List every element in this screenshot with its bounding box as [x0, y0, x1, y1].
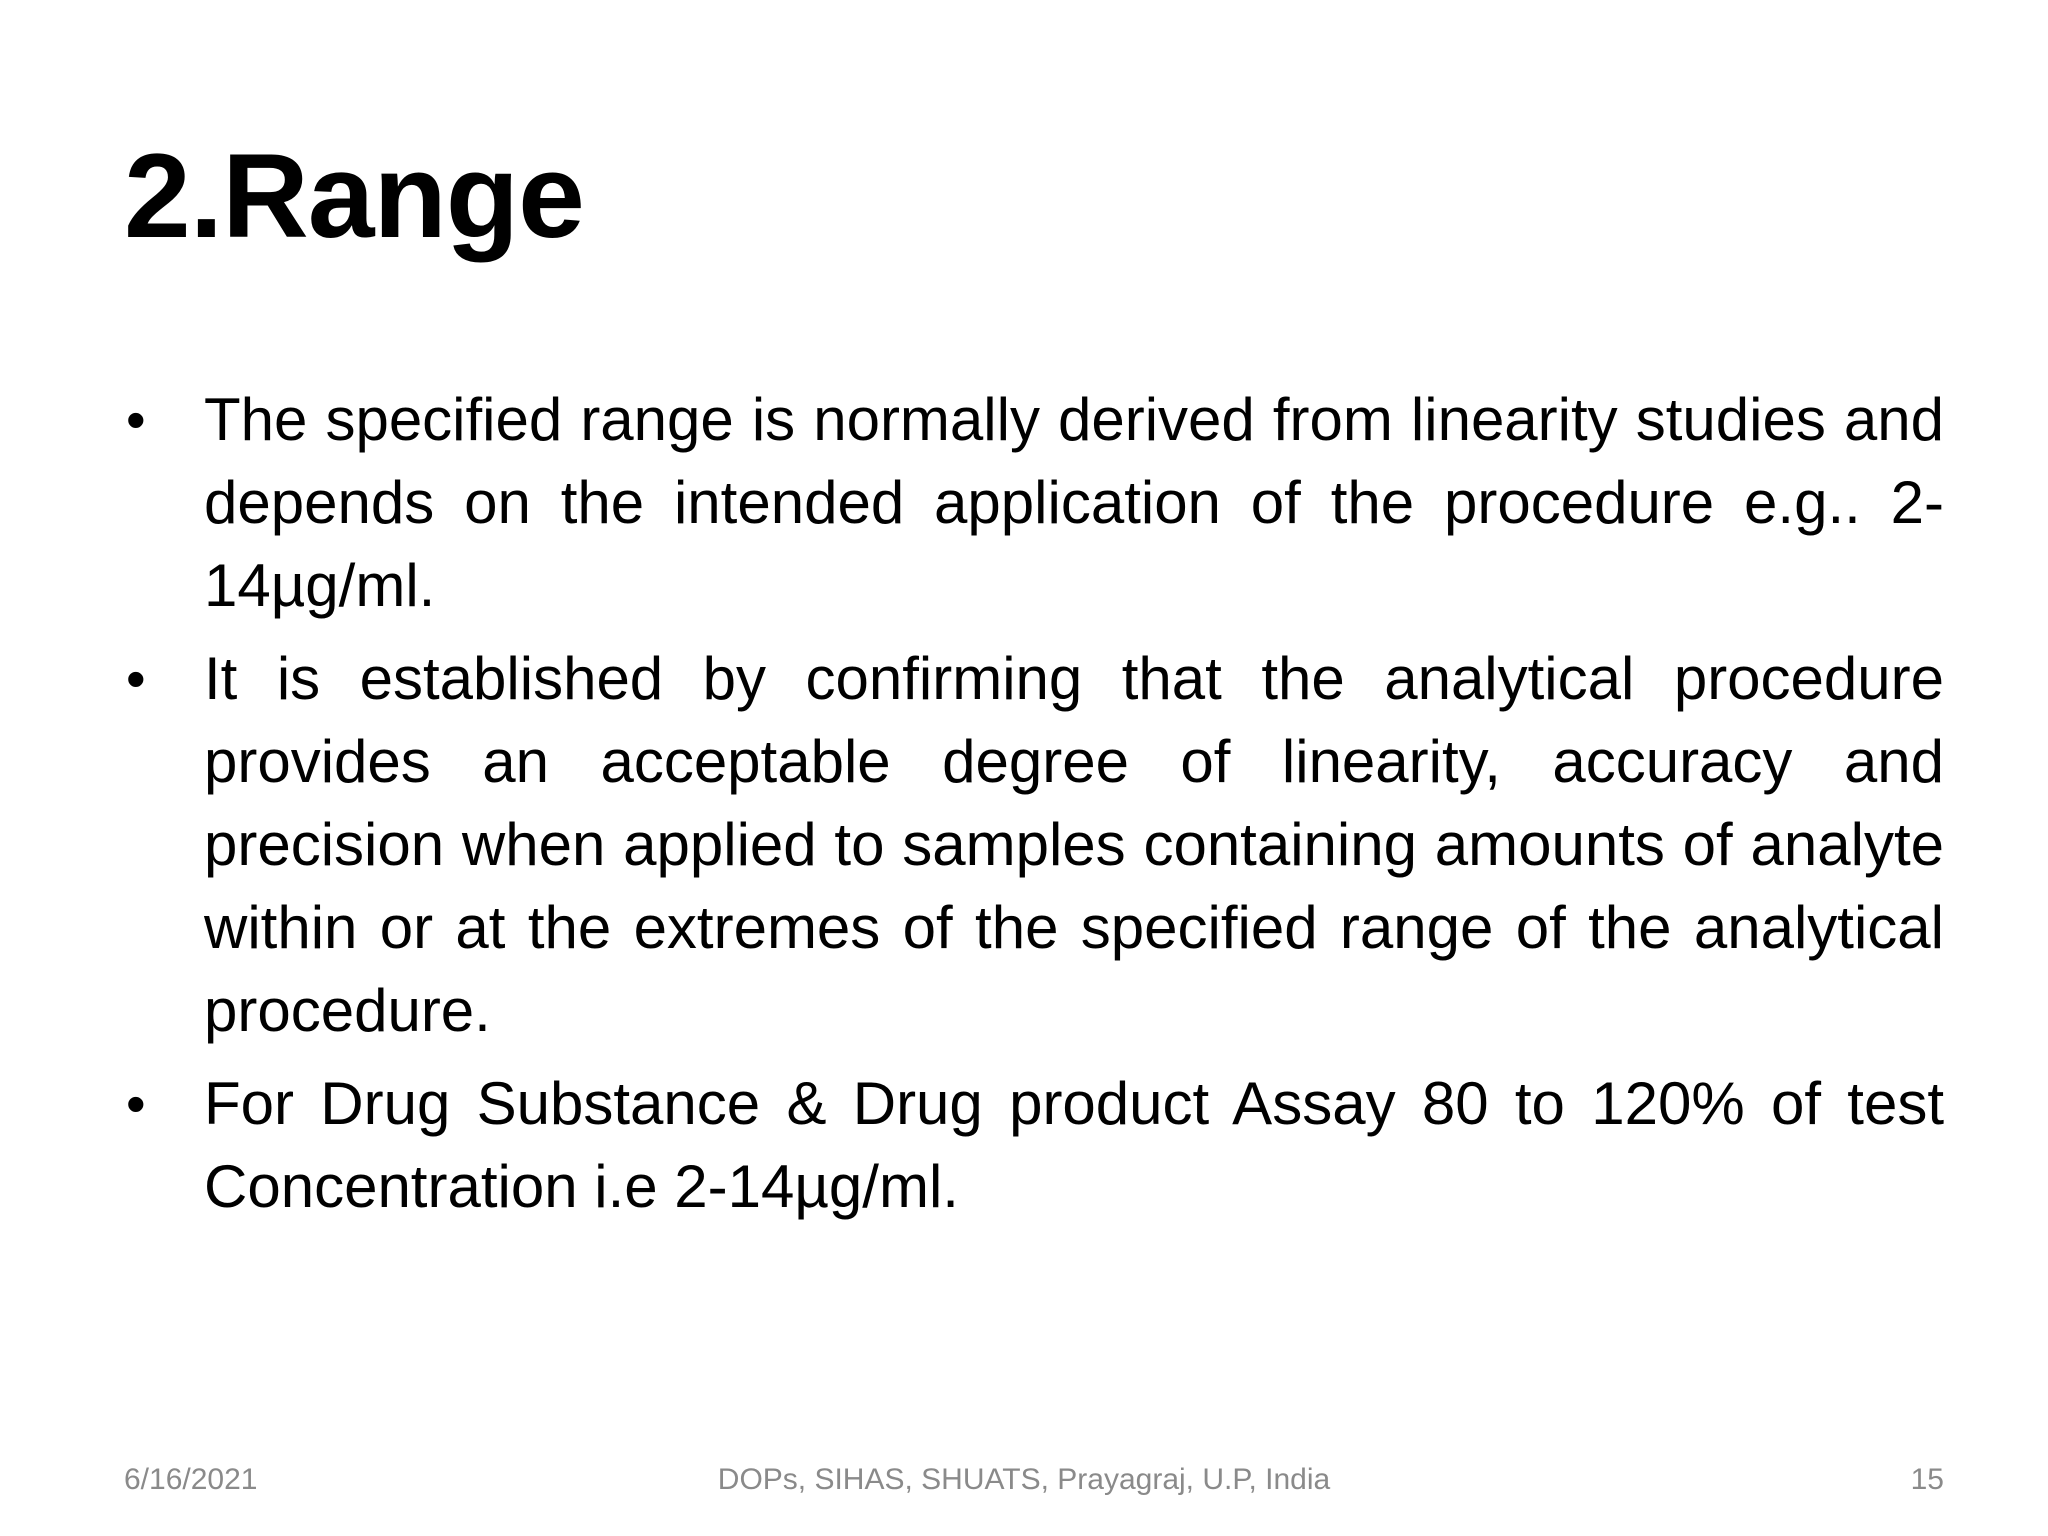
bullet-marker: •	[126, 647, 146, 710]
bullet-marker: •	[126, 1072, 146, 1135]
footer-institution: DOPs, SIHAS, SHUATS, Prayagraj, U.P, India	[717, 1463, 1331, 1496]
bullet-list	[124, 378, 1944, 1238]
footer-page-number: 15	[1910, 1463, 1944, 1496]
bullet-item	[124, 1062, 1944, 1228]
slide-title: 2.Range	[124, 129, 584, 263]
bullet-item	[124, 378, 1944, 627]
bullet-text: The specified range is normally derived from linearity studies and depends on the intended application of the procedure e.g.. 2-14µg/ml.	[204, 386, 1944, 619]
bullet-text: For Drug Substance & Drug product Assay 80 to 120% of test Concentration i.e 2-14µg/ml.	[204, 1070, 1944, 1220]
bullet-item	[124, 637, 1944, 1052]
bullet-text: It is established by confirming that the analytical procedure provides an acceptable degree of linearity, accuracy and precision when applied to samples containing amounts of analyte within or at the extremes of the specified range of the analytical procedure.	[204, 645, 1944, 1044]
footer-date: 6/16/2021	[124, 1463, 258, 1496]
bullet-marker: •	[126, 388, 146, 451]
